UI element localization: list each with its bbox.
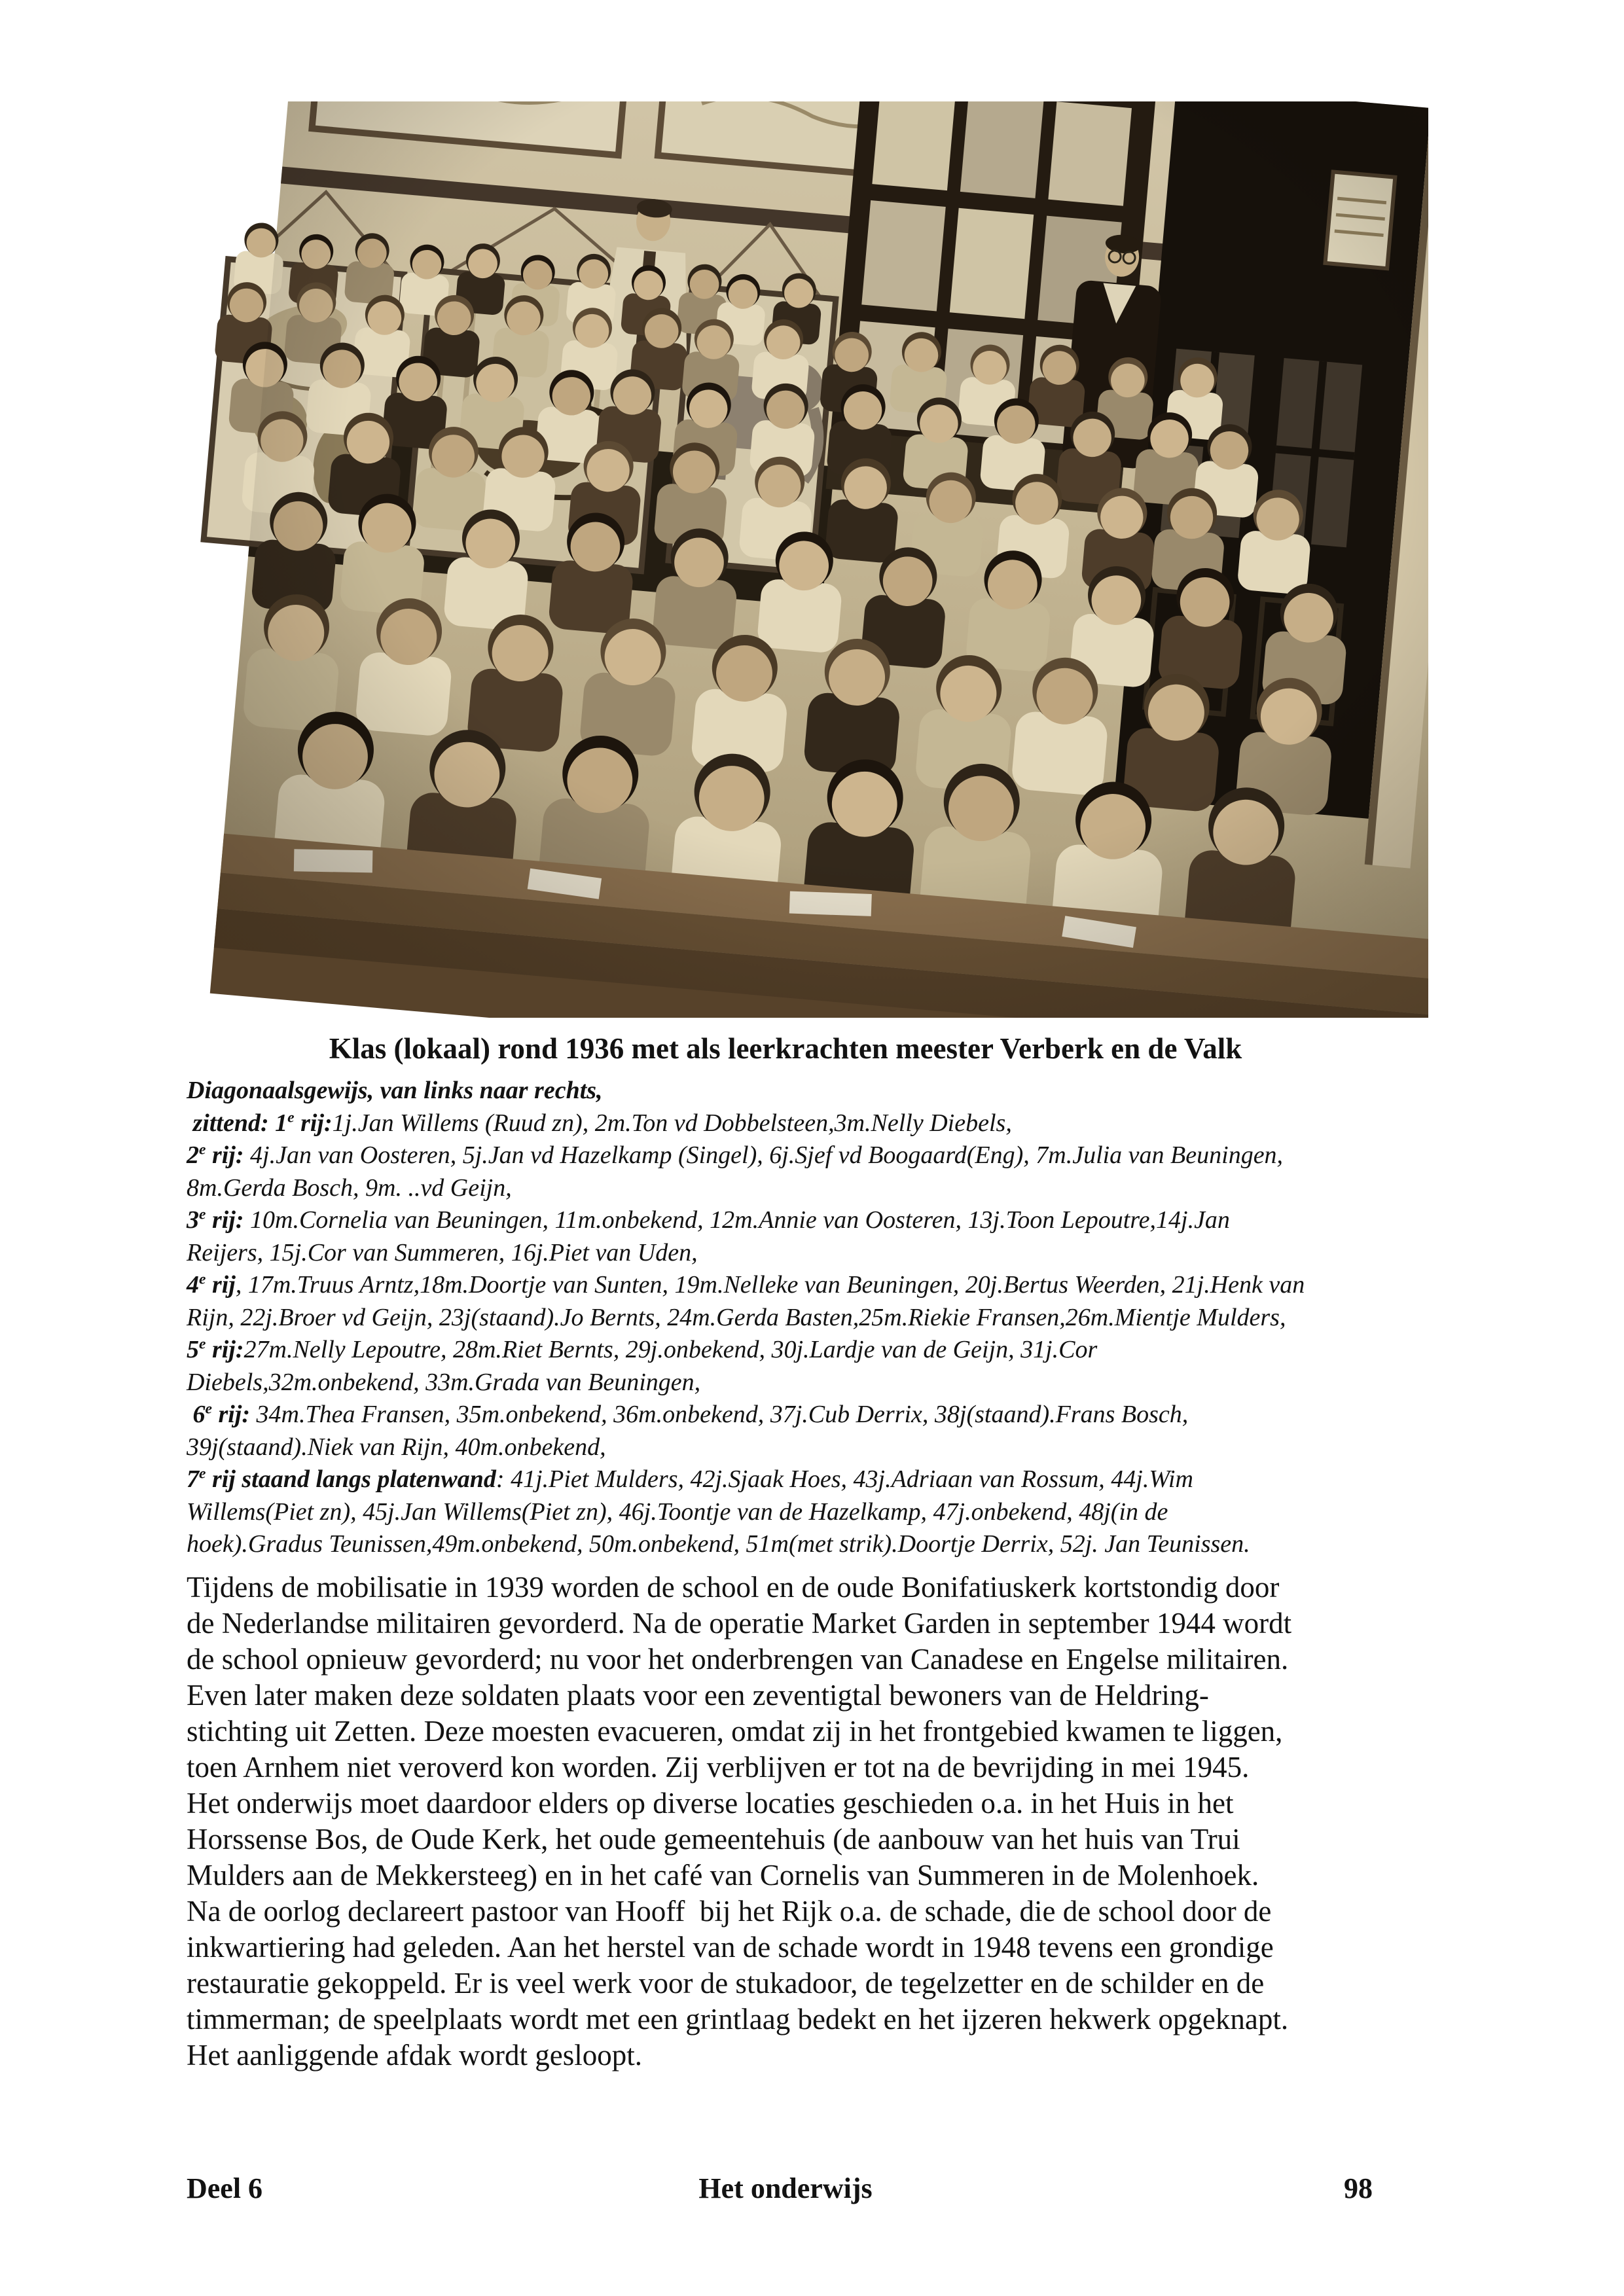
caption-line: 6e rij: 34m.Thea Fransen, 35m.onbekend, 36m.onbekend, 37j.Cub Derrix, 38j(staand).Frans Bosch, xyxy=(187,1400,1189,1428)
body-line: toen Arnhem niet veroverd kon worden. Zij verblijven er tot na de bevrijding in mei 1945. xyxy=(187,1751,1250,1784)
body-line: Mulders aan de Mekkersteeg) en in het café van Cornelis van Summeren in de Molenhoek. xyxy=(187,1859,1259,1892)
classroom-photo xyxy=(191,101,1428,1018)
caption-line: Diagonaalsgewijs, van links naar rechts, xyxy=(187,1077,603,1104)
caption-line: 7e rij staand langs platenwand: 41j.Piet Mulders, 42j.Sjaak Hoes, 43j.Adriaan van Rossum, 44j.Wim xyxy=(187,1465,1193,1493)
body-line: de Nederlandse militairen gevorderd. Na de operatie Market Garden in september 1944 wordt xyxy=(187,1607,1292,1640)
caption-line: 8m.Gerda Bosch, 9m. ..vd Geijn, xyxy=(187,1174,512,1202)
page-footer xyxy=(187,2172,1384,2211)
caption-line: Reijers, 15j.Cor van Summeren, 16j.Piet van Uden, xyxy=(187,1238,698,1266)
caption-line: 2e rij: 4j.Jan van Oosteren, 5j.Jan vd Hazelkamp (Singel), 6j.Sjef vd Boogaard(Eng), 7m.Julia van Beuningen, xyxy=(187,1141,1284,1169)
body-line: restauratie gekoppeld. Er is veel werk voor de stukadoor, de tegelzetter en de schilder en de xyxy=(187,1967,1265,2000)
caption-line: hoek).Gradus Teunissen,49m.onbekend, 50m.onbekend, 51m(met strik).Doortje Derrix, 52j. Jan Teunissen. xyxy=(187,1530,1250,1558)
vignette xyxy=(214,101,1428,1018)
body-line: Horssense Bos, de Oude Kerk, het oude gemeentehuis (de aanbouw van het huis van Trui xyxy=(187,1823,1240,1856)
body-line: Tijdens de mobilisatie in 1939 worden de school en de oude Bonifatiuskerk kortstondig door xyxy=(187,1571,1280,1604)
body-line: de school opnieuw gevorderd; nu voor het onderbrengen van Canadese en Engelse militairen. xyxy=(187,1643,1289,1676)
classroom-photo-canvas xyxy=(191,101,1428,1018)
caption-line: 39j(staand).Niek van Rijn, 40m.onbekend, xyxy=(187,1433,606,1461)
body-line: inkwartiering had geleden. Aan het herstel van de schade wordt in 1948 tevens een grondige xyxy=(187,1931,1274,1964)
caption-line: 3e rij: 10m.Cornelia van Beuningen, 11m.onbekend, 12m.Annie van Oosteren, 13j.Toon Lepoutre,14j.Jan xyxy=(187,1206,1230,1234)
photo-print xyxy=(191,101,1428,1018)
caption-line: Willems(Piet zn), 45j.Jan Willems(Piet zn), 46j.Toontje van de Hazelkamp, 47j.onbekend, 48j(in de xyxy=(187,1498,1168,1526)
body-line: Het aanliggende afdak wordt gesloopt. xyxy=(187,2039,643,2072)
caption-line: Rijn, 22j.Broer vd Geijn, 23j(staand).Jo Bernts, 24m.Gerda Basten,25m.Riekie Fransen,26m.Mientje Mulders, xyxy=(187,1303,1286,1331)
caption-line: zittend: 1e rij:1j.Jan Willems (Ruud zn), 2m.Ton vd Dobbelsteen,3m.Nelly Diebels, xyxy=(187,1108,1012,1137)
caption-line: 5e rij:27m.Nelly Lepoutre, 28m.Riet Bernts, 29j.onbekend, 30j.Lardje van de Geijn, 31j.Cor xyxy=(187,1335,1098,1363)
body-paragraph xyxy=(187,1570,1411,2073)
footer-page-number: 98 xyxy=(1344,2172,1373,2204)
caption-line: 4e rij, 17m.Truus Arntz,18m.Doortje van Sunten, 19m.Nelleke van Beuningen, 20j.Bertus Weerden, 21j.Henk van xyxy=(187,1270,1305,1299)
photo-caption-title: Klas (lokaal) rond 1936 met als leerkrachten meester Verberk en de Valk xyxy=(329,1032,1242,1065)
caption-line: Diebels,32m.onbekend, 33m.Grada van Beuningen, xyxy=(187,1368,701,1396)
body-line: Na de oorlog declareert pastoor van Hooff bij het Rijk o.a. de schade, die de school door de xyxy=(187,1895,1272,1928)
body-line: Het onderwijs moet daardoor elders op diverse locaties geschieden o.a. in het Huis in het xyxy=(187,1787,1234,1820)
body-line: stichting uit Zetten. Deze moesten evacueren, omdat zij in het frontgebied kwamen te liggen, xyxy=(187,1715,1283,1748)
footer-part-label: Deel 6 xyxy=(187,2172,263,2204)
photo-caption-names xyxy=(187,1075,1430,1561)
body-line: timmerman; de speelplaats wordt met een grintlaag bedekt en het ijzeren hekwerk opgeknapt. xyxy=(187,2003,1289,2036)
footer-chapter-title: Het onderwijs xyxy=(698,2172,873,2204)
body-line: Even later maken deze soldaten plaats voor een zeventigtal bewoners van de Heldring- xyxy=(187,1679,1209,1712)
